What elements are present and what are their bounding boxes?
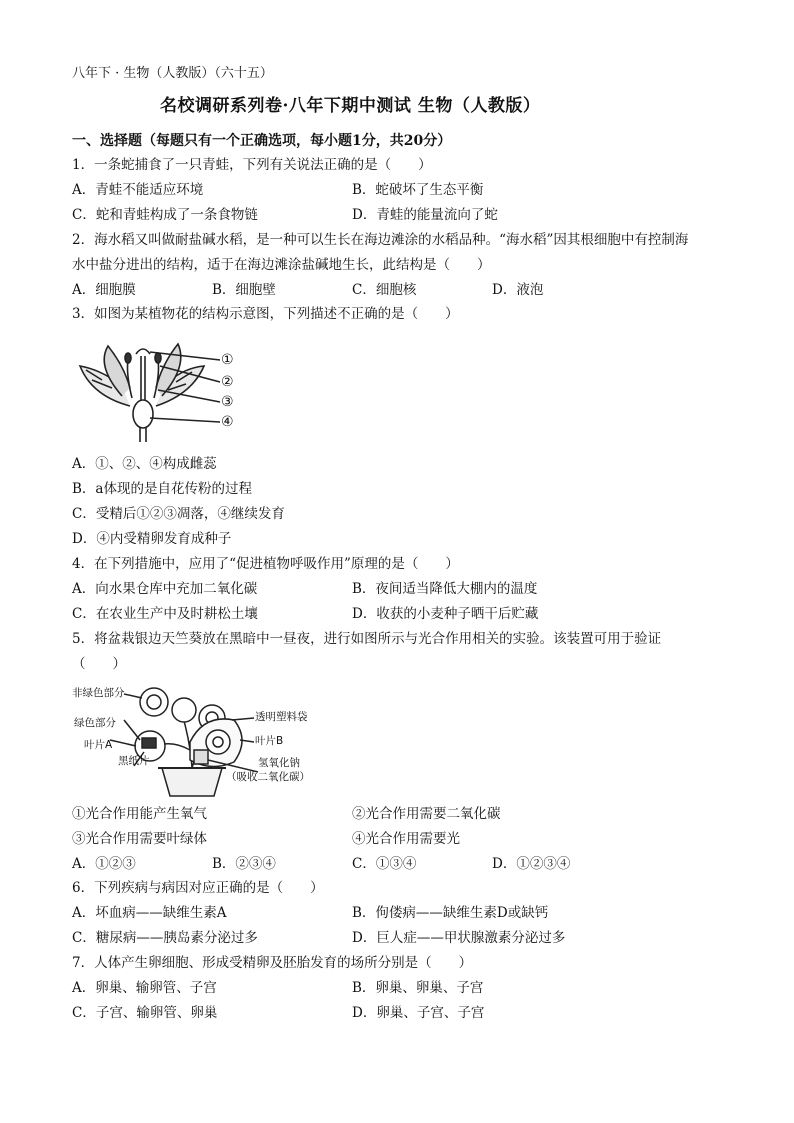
q4-option-c: C．在农业生产中及时耕松土壤 (72, 606, 258, 622)
q1-option-b: B．蛇破坏了生态平衡 (352, 182, 484, 198)
q5-option-d: D．①②③④ (492, 856, 571, 872)
q4-stem: 4．在下列措施中，应用了“促进植物呼吸作用”原理的是（ ） (72, 556, 459, 572)
q4-option-a: A．向水果仓库中充加二氧化碳 (72, 581, 258, 597)
fig5-label-non-green: 非绿色部分 (72, 687, 125, 699)
q2-option-c: C．细胞核 (352, 282, 417, 298)
fig5-label-naoh-note: （吸收二氧化碳） (226, 771, 310, 783)
q3-option-a: A．①、②、④构成雌蕊 (72, 456, 217, 472)
q1-option-a: A．青蛙不能适应环境 (72, 182, 204, 198)
q4-option-b: B．夜间适当降低大棚内的温度 (352, 581, 538, 597)
q7-stem: 7．人体产生卵细胞、形成受精卵及胚胎发育的场所分别是（ ） (72, 955, 473, 971)
q7-option-a: A．卵巢、输卵管、子宫 (72, 980, 217, 996)
q5-stem-line2: （ ） (72, 656, 126, 672)
q3-option-c: C．受精后①②③凋落，④继续发育 (72, 506, 285, 522)
q1-option-c: C．蛇和青蛙构成了一条食物链 (72, 207, 258, 223)
q6-option-c: C．糖尿病——胰岛素分泌过多 (72, 930, 258, 946)
q4-option-d: D．收获的小麦种子晒干后贮藏 (352, 606, 539, 622)
q7-option-d: D．卵巢、子宫、子宫 (352, 1005, 485, 1021)
fig5-label-leaf-a: 叶片A (84, 739, 113, 751)
q5-statement-2: ②光合作用需要二氧化碳 (352, 806, 501, 822)
q3-option-b: B．a体现的是自花传粉的过程 (72, 481, 252, 497)
page-series-label: 八年下 · 生物（人教版）（六十五） (72, 66, 273, 81)
q6-option-a: A．坏血病——缺维生素A (72, 905, 227, 921)
q6-stem: 6．下列疾病与病因对应正确的是（ ） (72, 880, 324, 896)
q5-statement-3: ③光合作用需要叶绿体 (72, 831, 207, 847)
q5-statement-1: ①光合作用能产生氧气 (72, 806, 207, 822)
section-heading-choice: 一、选择题（每题只有一个正确选项，每小题1分，共20分） (72, 133, 452, 149)
q1-option-d: D．青蛙的能量流向了蛇 (352, 207, 498, 223)
q1-stem: 1．一条蛇捕食了一只青蛙，下列有关说法正确的是（ ） (72, 157, 432, 173)
q2-option-d: D．液泡 (492, 282, 544, 298)
q5-option-c: C．①③④ (352, 856, 417, 872)
fig5-label-leaf-b: 叶片B (255, 735, 284, 747)
fig5-label-bag: 透明塑料袋 (255, 711, 308, 723)
q7-option-b: B．卵巢、卵巢、子宫 (352, 980, 484, 996)
q7-option-c: C．子宫、输卵管、卵巢 (72, 1005, 218, 1021)
q5-statement-4: ④光合作用需要光 (352, 831, 460, 847)
q6-option-d: D．巨人症——甲状腺激素分泌过多 (352, 930, 566, 946)
q2-stem-line1: 2．海水稻又叫做耐盐碱水稻，是一种可以生长在海边滩涂的水稻品种。“海水稻”因其根细胞中有控制海 (72, 232, 689, 248)
q2-option-b: B．细胞壁 (212, 282, 276, 298)
flower-label-2: ② (221, 374, 234, 390)
flower-label-1: ① (221, 352, 234, 368)
flower-label-4: ④ (221, 414, 234, 430)
fig5-label-black-paper: 黑纸片 (118, 755, 150, 767)
q5-option-b: B．②③④ (212, 856, 276, 872)
q5-option-a: A．①②③ (72, 856, 136, 872)
q6-option-b: B．佝偻病——缺维生素D或缺钙 (352, 905, 549, 921)
q2-stem-line2: 水中盐分进出的结构，适于在海边滩涂盐碱地生长，此结构是（ ） (72, 257, 491, 273)
q3-stem: 3．如图为某植物花的结构示意图，下列描述不正确的是（ ） (72, 306, 459, 322)
page-title: 名校调研系列卷·八年下期中测试 生物（人教版） (160, 96, 541, 116)
q3-option-d: D．④内受精卵发育成种子 (72, 531, 232, 547)
fig5-label-naoh: 氢氧化钠 (258, 757, 300, 769)
flower-label-3: ③ (221, 394, 234, 410)
q5-stem-line1: 5．将盆栽银边天竺葵放在黑暗中一昼夜，进行如图所示与光合作用相关的实验。该装置可用于验证 (72, 631, 662, 647)
q2-option-a: A．细胞膜 (72, 282, 136, 298)
fig5-label-green: 绿色部分 (74, 717, 116, 729)
